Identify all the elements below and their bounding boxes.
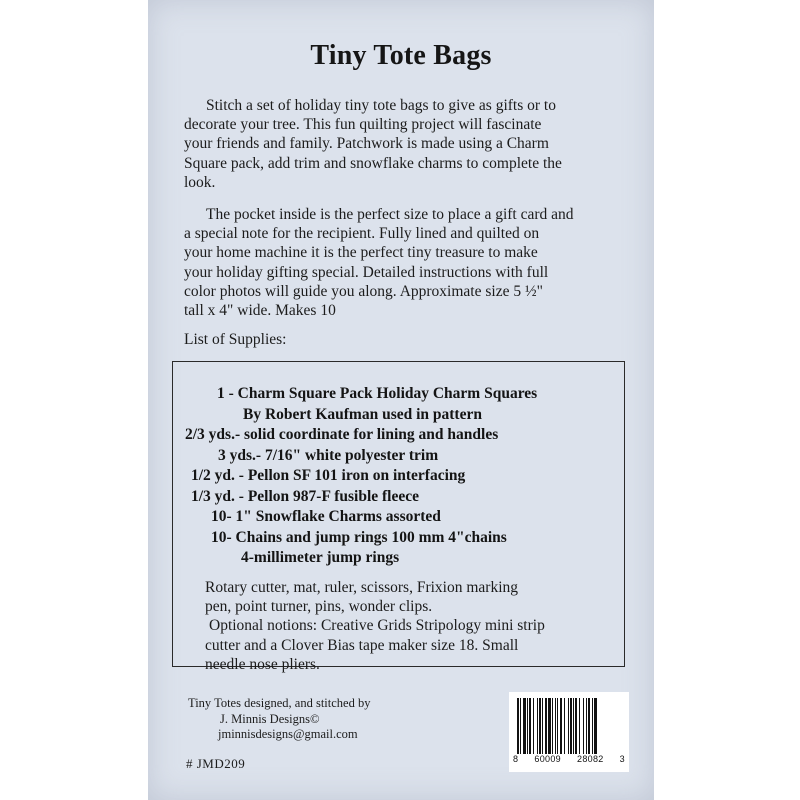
credit-line: Tiny Totes designed, and stitched by xyxy=(188,696,371,710)
barcode-bars-icon xyxy=(517,698,621,754)
supply-item: 2/3 yds.- solid coordinate for lining and handles xyxy=(185,426,499,443)
pattern-sku: # JMD209 xyxy=(186,756,246,771)
tools-notes xyxy=(205,578,615,674)
upc-barcode xyxy=(509,692,629,772)
supplies-list xyxy=(173,384,624,569)
tools-line: Rotary cutter, mat, ruler, scissors, Frixion marking xyxy=(205,579,519,596)
description-line: tall x 4" wide. Makes 10 xyxy=(184,302,336,320)
pattern-back-cover xyxy=(148,0,654,800)
supply-item: 1 - Charm Square Pack Holiday Charm Squares xyxy=(217,385,538,402)
designer-credit xyxy=(188,696,408,743)
description-line: color photos will guide you along. Approximate size 5 ½" xyxy=(184,282,543,300)
supply-item: 1/3 yd. - Pellon 987-F fusible fleece xyxy=(191,487,420,505)
designer-email: jminnisdesigns@gmail.com xyxy=(218,727,358,741)
supply-item: By Robert Kaufman used in pattern xyxy=(243,405,482,423)
supply-item: 1/2 yd. - Pellon SF 101 iron on interfacing xyxy=(191,467,466,484)
tools-line: pen, point turner, pins, wonder clips. xyxy=(205,598,433,616)
optional-line: cutter and a Clover Bias tape maker size 18. Small xyxy=(205,636,519,654)
intro-line: your friends and family. Patchwork is made using a Charm xyxy=(184,135,549,153)
intro-line: decorate your tree. This fun quilting project will fascinate xyxy=(184,116,542,134)
intro-paragraph xyxy=(184,96,629,192)
supply-item: 3 yds.- 7/16" white polyester trim xyxy=(218,446,439,464)
supply-item: 4-millimeter jump rings xyxy=(241,549,400,566)
supply-item: 10- 1" Snowflake Charms assorted xyxy=(211,508,441,525)
intro-line: Stitch a set of holiday tiny tote bags to give as gifts or to xyxy=(206,97,556,114)
barcode-number: 8 60009 28082 3 xyxy=(513,754,625,764)
description-line: a special note for the recipient. Fully lined and quilted on xyxy=(184,225,540,243)
intro-line: Square pack, add trim and snowflake charms to complete the xyxy=(184,154,562,172)
optional-line: Optional notions: Creative Grids Stripology mini strip xyxy=(209,617,545,635)
intro-line: look. xyxy=(184,173,216,191)
description-line: The pocket inside is the perfect size to place a gift card and xyxy=(206,206,574,223)
optional-line: needle nose pliers. xyxy=(205,655,320,673)
supplies-heading: List of Supplies: xyxy=(184,331,287,348)
credit-line: J. Minnis Designs© xyxy=(220,711,320,726)
description-line: your home machine it is the perfect tiny treasure to make xyxy=(184,244,538,262)
supplies-box xyxy=(172,361,625,673)
pattern-title: Tiny Tote Bags xyxy=(310,40,492,71)
supply-item: 10- Chains and jump rings 100 mm 4"chains xyxy=(211,528,507,546)
description-line: your holiday gifting special. Detailed instructions with full xyxy=(184,263,549,281)
description-paragraph xyxy=(184,205,629,320)
